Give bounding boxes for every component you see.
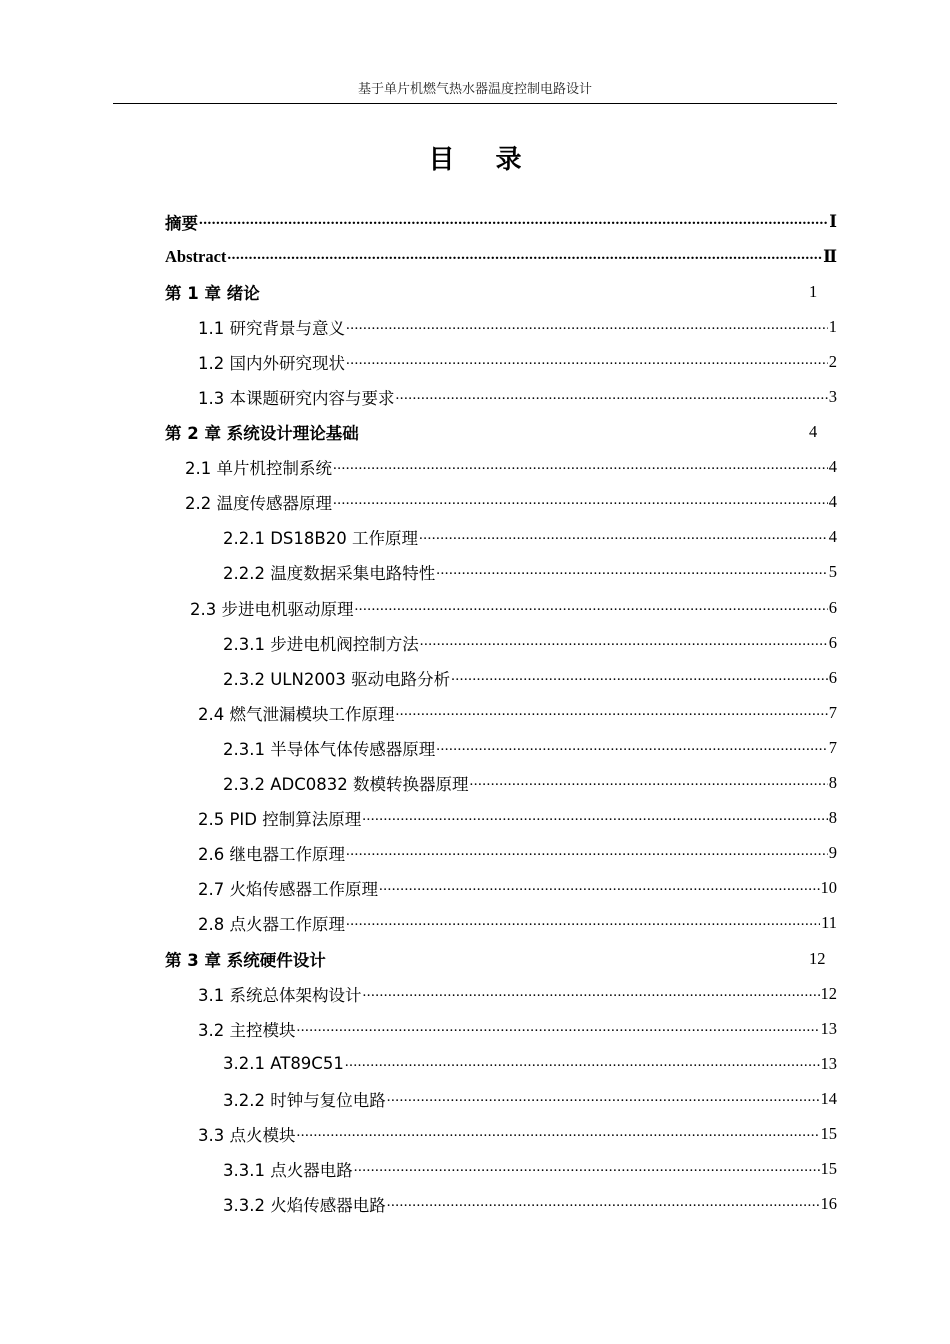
toc-dot-leader: [451, 673, 828, 687]
toc-entry-label: 3.2 主控模块: [198, 1020, 296, 1040]
toc-dot-leader: [297, 1024, 820, 1038]
toc-entry-page-number: 2: [828, 351, 837, 371]
toc-dot-leader: [419, 532, 828, 546]
toc-entry-page-number: 3: [828, 387, 837, 407]
toc-entry-page-number: 4: [809, 422, 818, 442]
toc-entry-label: 第 3 章 系统硬件设计: [165, 950, 326, 970]
toc-entry[interactable]: [0, 801, 950, 836]
toc-entry-label: 2.2.2 温度数据采集电路特性: [223, 564, 436, 584]
toc-entry-label: 3.1 系统总体架构设计: [198, 985, 362, 1005]
toc-entry-page-number: 15: [820, 1159, 837, 1179]
toc-entry-page-number: Ⅰ: [829, 211, 837, 231]
toc-entry-page-number: 1: [828, 316, 837, 336]
toc-entry-label: 2.3 步进电机驱动原理: [190, 599, 354, 619]
toc-entry[interactable]: [0, 976, 950, 1011]
toc-entry[interactable]: [0, 590, 950, 625]
toc-entry-label: 3.2.2 时钟与复位电路: [223, 1090, 386, 1110]
toc-entry[interactable]: [0, 379, 950, 414]
toc-entry[interactable]: [0, 274, 950, 309]
toc-entry[interactable]: [0, 555, 950, 590]
toc-entry-page-number: 12: [820, 983, 837, 1003]
toc-dot-leader: [297, 1129, 820, 1143]
toc-entry-label: 1.1 研究背景与意义: [198, 318, 345, 338]
toc-dot-leader: [362, 813, 827, 827]
toc-entry-label: 3.3.2 火焰传感器电路: [223, 1196, 386, 1216]
toc-entry[interactable]: [0, 1187, 950, 1222]
toc-entry-label: 2.2.1 DS18B20 工作原理: [223, 529, 418, 549]
toc-entry-page-number: 7: [828, 702, 837, 722]
toc-entry-page-number: 16: [820, 1194, 837, 1214]
toc-entry-page-number: 15: [820, 1123, 837, 1143]
toc-entry-label: 2.3.2 ADC0832 数模转换器原理: [223, 775, 469, 795]
toc-entry-page-number: 4: [828, 527, 837, 547]
toc-entry-page-number: 5: [828, 562, 837, 582]
header-rule: [113, 103, 837, 104]
toc-dot-leader: [345, 1059, 820, 1073]
toc-entry[interactable]: [0, 485, 950, 520]
toc-dot-leader: [396, 708, 828, 722]
toc-entry-label: 1.3 本课题研究内容与要求: [198, 389, 395, 409]
toc-dot-leader: [199, 217, 828, 231]
toc-entry[interactable]: [0, 415, 950, 450]
toc-entry[interactable]: [0, 941, 950, 976]
toc-entry-page-number: 9: [828, 843, 837, 863]
toc-entry[interactable]: [0, 1011, 950, 1046]
toc-dot-leader: [227, 252, 822, 266]
toc-entry-page-number: 4: [828, 492, 837, 512]
toc-dot-leader: [333, 497, 828, 511]
toc-dot-leader: [354, 1164, 820, 1178]
toc-entry-label: 3.2.1 AT89C51: [223, 1054, 344, 1074]
toc-dot-leader: [387, 1094, 820, 1108]
toc-entry[interactable]: [0, 344, 950, 379]
toc-entry[interactable]: [0, 766, 950, 801]
toc-entry-page-number: 6: [828, 667, 837, 687]
toc-entry[interactable]: [0, 239, 950, 274]
toc-dot-leader: [436, 743, 828, 757]
toc-entry-page-number: 7: [828, 737, 837, 757]
toc-entry[interactable]: [0, 1046, 950, 1081]
toc-entry-label: 第 2 章 系统设计理论基础: [165, 424, 359, 444]
toc-entry-page-number: 13: [820, 1018, 837, 1038]
toc-dot-leader: [420, 638, 828, 652]
toc-dot-leader: [469, 778, 827, 792]
toc-dot-leader: [387, 1199, 820, 1213]
toc-entry-page-number: 14: [820, 1088, 837, 1108]
toc-entry[interactable]: [0, 309, 950, 344]
toc-entry-label: 2.3.1 半导体气体传感器原理: [223, 739, 436, 759]
toc-entry-page-number: 8: [828, 808, 837, 828]
toc-entry-label: Abstract: [165, 246, 227, 266]
toc-dot-leader: [379, 883, 820, 897]
toc-entry-page-number: 10: [820, 878, 837, 898]
toc-entry[interactable]: [0, 450, 950, 485]
toc-dot-leader: [436, 567, 828, 581]
toc-entry[interactable]: [0, 1081, 950, 1116]
toc-entry-label: 2.4 燃气泄漏模块工作原理: [198, 704, 395, 724]
toc-entry-label: 2.3.1 步进电机阀控制方法: [223, 634, 419, 654]
toc-entry-label: 摘要: [165, 213, 198, 233]
toc-entry[interactable]: [0, 520, 950, 555]
toc-entry-label: 1.2 国内外研究现状: [198, 353, 345, 373]
toc-entry-label: 3.3 点火模块: [198, 1125, 296, 1145]
toc-entry[interactable]: [0, 730, 950, 765]
toc-dot-leader: [363, 989, 820, 1003]
toc-entry-label: 2.6 继电器工作原理: [198, 845, 345, 865]
toc-dot-leader: [346, 918, 820, 932]
toc-entry-page-number: 11: [821, 913, 837, 933]
toc-entry-label: 2.7 火焰传感器工作原理: [198, 880, 378, 900]
toc-entry-page-number: 6: [828, 597, 837, 617]
toc-dot-leader: [333, 462, 828, 476]
toc-entry[interactable]: [0, 204, 950, 239]
toc-entry[interactable]: [0, 625, 950, 660]
toc-entry[interactable]: [0, 1116, 950, 1151]
toc-entry-label: 第 1 章 绪论: [165, 283, 260, 303]
toc-dot-leader: [355, 603, 828, 617]
toc-entry[interactable]: [0, 1152, 950, 1187]
toc-entry-page-number: 4: [828, 457, 837, 477]
toc-entry[interactable]: [0, 660, 950, 695]
toc-entry-label: 2.3.2 ULN2003 驱动电路分析: [223, 669, 451, 689]
toc-dot-leader: [346, 357, 828, 371]
toc-entry-page-number: 6: [828, 632, 837, 652]
toc-entry-page-number: 13: [820, 1053, 837, 1073]
toc-entry-label: 2.2 温度传感器原理: [185, 494, 332, 514]
toc-title: 目 录: [428, 145, 538, 175]
toc-entry-label: 3.3.1 点火器电路: [223, 1161, 353, 1181]
toc-entry[interactable]: [0, 906, 950, 941]
running-header: 基于单片机燃气热水器温度控制电路设计: [357, 82, 592, 97]
table-of-contents: [0, 204, 950, 1222]
toc-entry-page-number: 8: [828, 773, 837, 793]
toc-entry-label: 2.1 单片机控制系统: [185, 459, 332, 479]
toc-entry-page-number: 1: [809, 281, 818, 301]
toc-dot-leader: [346, 848, 828, 862]
toc-entry[interactable]: [0, 836, 950, 871]
toc-dot-leader: [396, 392, 828, 406]
toc-entry-page-number: 12: [809, 948, 826, 968]
toc-entry[interactable]: [0, 871, 950, 906]
toc-dot-leader: [346, 322, 828, 336]
toc-entry[interactable]: [0, 695, 950, 730]
toc-entry-page-number: Ⅱ: [823, 246, 837, 266]
toc-entry-label: 2.8 点火器工作原理: [198, 915, 345, 935]
toc-entry-label: 2.5 PID 控制算法原理: [198, 810, 362, 830]
